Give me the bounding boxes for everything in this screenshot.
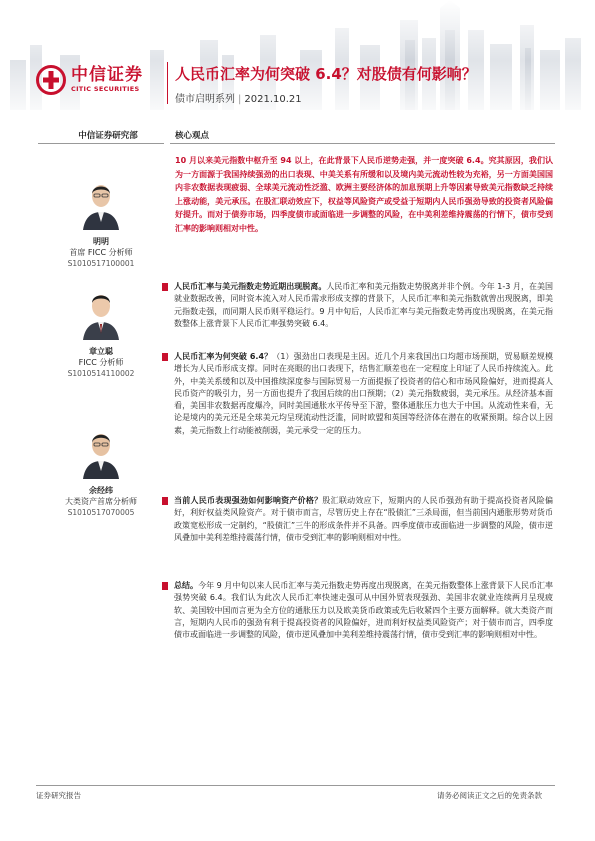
analyst-cert-number: S1010517070005 xyxy=(67,508,135,517)
bullet-marker-icon xyxy=(162,497,168,505)
report-header xyxy=(0,0,595,110)
analyst-role: FICC 分析师 xyxy=(78,358,124,367)
paragraph-body: 股汇联动效应下，短期内的人民币强劲有助于提高投资者风险偏好，利好权益类风险资产。对于债市而言，尽管历史上存在“股债汇”三杀局面，但当前国内通胀形势对货币政策宽松形成一定制约，“股债汇”三牛的形成条件并不具备。四季度债市或面临进一步调整的风险，债市逆风叠加中美利差维持震荡行情，债市受到汇率的影响则相对中性。 xyxy=(174,496,554,542)
analyst-name: 章立聪 xyxy=(89,347,113,356)
paragraph-body: 今年 9 月中旬以来人民币汇率与美元指数走势再度出现脱离，在美元指数整体上涨背景下人民币汇率强势突破 6.4。我们认为此次人民币汇率快速走强可从中国外贸表现强劲、美国非农就业连续两月呈现疲软、美国较中国而言更为全方位的通胀压力以及欧美货币政策或先后收紧四个主要方面解释。就大类资产而言，短期内人民币的强劲有利于提高投资者的风险偏好，进而利好权益类风险资产；对于债市而言，四季度债市或面临进一步调整的风险，债市逆风叠加中美利差维持震荡行情，债市受到汇率的影响则相对中性。 xyxy=(174,581,554,640)
bullet-paragraph xyxy=(162,351,553,437)
report-subtitle xyxy=(175,90,302,105)
analyst-card xyxy=(38,282,164,379)
analyst-photo xyxy=(79,172,123,230)
bullet-paragraph xyxy=(162,281,553,330)
logo-chinese-name: 中信证券 xyxy=(71,65,143,85)
analyst-name: 明明 xyxy=(93,237,109,246)
bullet-paragraph xyxy=(162,495,553,544)
research-dept-heading: 中信证券研究部 xyxy=(78,131,138,141)
paragraph-lead: 总结。 xyxy=(174,581,199,590)
bullet-marker-icon xyxy=(162,582,168,590)
analyst-photo xyxy=(79,282,123,340)
logo-english-name: CITIC SECURITIES xyxy=(71,85,140,93)
core-views-heading: 核心观点 xyxy=(175,131,210,141)
analyst-role: 大类资产首席分析师 xyxy=(65,497,137,506)
report-date: 2021.10.21 xyxy=(244,94,302,105)
analyst-name: 余经纬 xyxy=(89,486,113,495)
key-summary: 10 月以来美元指数中枢升至 94 以上，在此背景下人民币逆势走强，并一度突破 6.4。究其原因，我们认为一方面源于我国持续强劲的出口表现、中美关系有所缓和以及境内美元流动性较为充裕，另一方面美国国内非农数据表现疲弱、全球美元流动性泛滥、欧洲主要经济体的加息预期上升等因素导致美元指数缺乏持续上涨动能，美元承压。在股汇联动效应下，权益等风险资产或受益于短期内人民币强劲导致的投资者风险偏好提升。而对于债券市场，四季度债市或面临进一步调整的风险，在中美利差维持震荡的行情下，债市受到汇率的影响则相对中性。 xyxy=(175,156,553,233)
footer-report-type: 证券研究报告 xyxy=(36,791,81,800)
left-heading-rule xyxy=(38,143,164,144)
subtitle-separator: | xyxy=(238,94,242,105)
footer-disclaimer-note: 请务必阅读正文之后的免责条款 xyxy=(437,791,542,800)
analyst-card xyxy=(38,172,164,269)
bullet-marker-icon xyxy=(162,283,168,291)
bullet-marker-icon xyxy=(162,353,168,361)
paragraph-lead: 人民币汇率与美元指数走势近期出现脱离。 xyxy=(174,282,327,291)
analyst-cert-number: S1010517100001 xyxy=(67,259,135,268)
analyst-role: 首席 FICC 分析师 xyxy=(69,248,133,257)
series-name: 债市启明系列 xyxy=(175,94,235,105)
citic-logo xyxy=(36,62,143,98)
bullet-paragraph xyxy=(162,580,553,641)
paragraph-body: 人民币汇率和美元指数走势脱离并非个例。今年 1-3 月，在美国就业数据改善，同时资本流入对人民币需求形成支撑的背景下，人民币汇率和美元指数就曾出现脱离，即美元指数走强，而同期人民币则平稳运行。9 月中旬后，人民币汇率与美元指数走势再度出现脱离，在美元指数整体上涨背景下人民币汇率强势突破 6.4。 xyxy=(174,282,554,328)
footer-rule xyxy=(36,785,555,786)
right-heading-rule xyxy=(170,143,555,144)
header-divider xyxy=(167,62,168,104)
paragraph-lead: 当前人民币表现强劲如何影响资产价格？ xyxy=(174,496,323,505)
analyst-photo xyxy=(79,421,123,479)
analyst-card xyxy=(38,421,164,518)
paragraph-body: （1）强劲出口表现是主因。近几个月来我国出口均超市场预期，贸易顺差规模增长为人民币形成支撑。同时在亮眼的出口表现下，结售汇顺差也在一定程度上印证了人民币持续流入。此外，中美关系缓和以及中国推续深度参与国际贸易一方面提振了投资者的信心和市场风险偏好，进而提高人民币资产的吸引力，另一方面也提升了我国后续的出口预期；（2）美元指数疲弱，美元承压。从经济基本面看，美国非农数据再度爆冷，同时美国通胀水平传导至下游，整体通胀压力也大于中国。从流动性来看，无论是境内的美元还是全球美元均呈现流动性泛滥，同时欧盟和英国等经济体在潜在的收紧预期。综合以上因素，美元指数上行动能被削弱，美元承受一定的压力。 xyxy=(174,352,553,435)
report-title: 人民币汇率为何突破 6.4？对股债有何影响？ xyxy=(175,65,477,83)
analyst-cert-number: S1010514110002 xyxy=(67,369,135,378)
citic-emblem-icon xyxy=(36,65,66,95)
paragraph-lead: 人民币汇率为何突破 6.4？ xyxy=(174,352,273,361)
